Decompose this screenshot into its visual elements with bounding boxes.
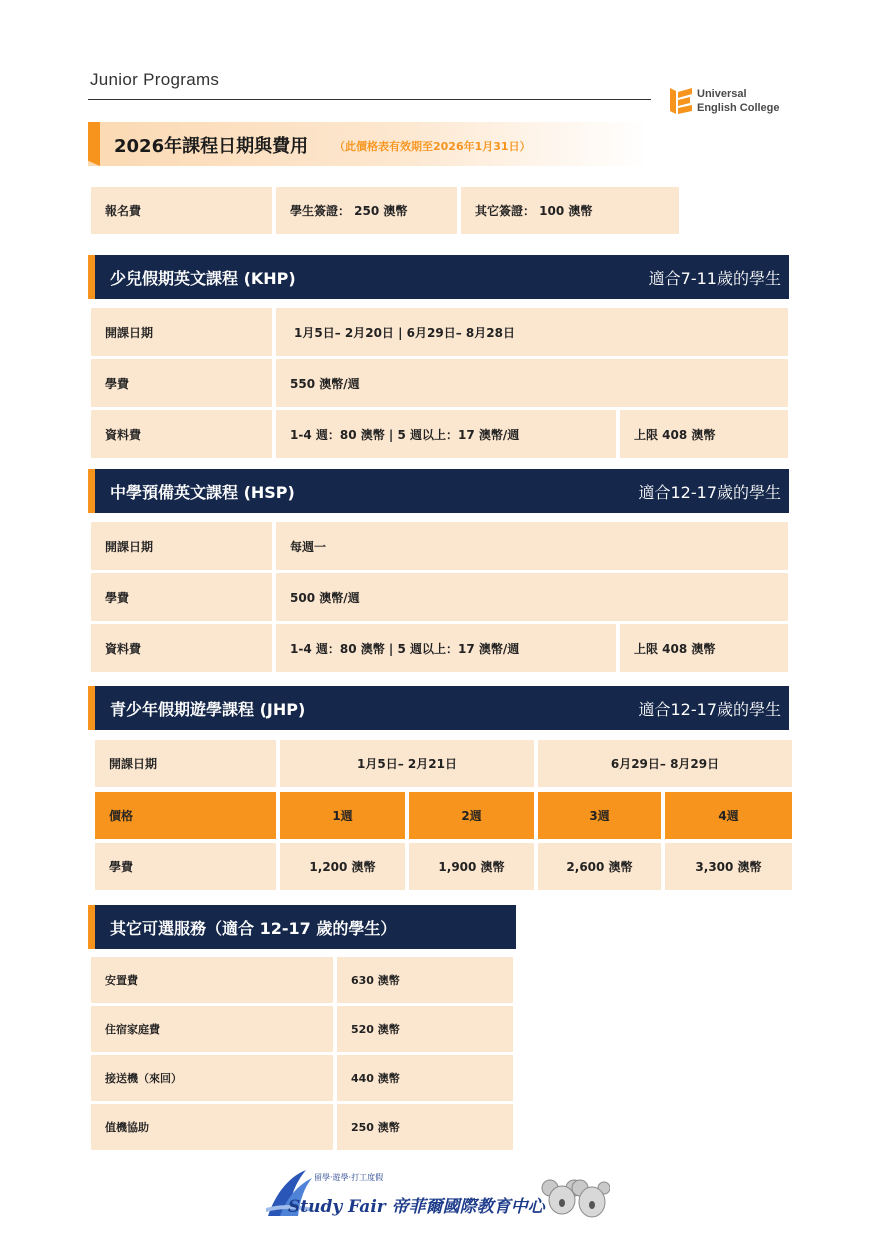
- optional-banner: [88, 905, 516, 949]
- logo-text-line1: Universal: [697, 88, 747, 100]
- hsp-dates-value: 每週一: [276, 522, 788, 570]
- jhp-fee-label: 學費: [95, 843, 276, 890]
- college-logo-icon: [670, 88, 692, 114]
- optional-placement-label: 安置費: [91, 957, 333, 1003]
- khp-tuition-value: 550 澳幣/週: [276, 359, 788, 407]
- khp-dates-label: 開課日期: [91, 308, 272, 356]
- jhp-fee-1: 1,200 澳幣: [280, 843, 405, 890]
- hsp-banner-accent: [88, 469, 95, 513]
- jhp-banner: [88, 686, 789, 730]
- jhp-fee-2: 1,900 澳幣: [409, 843, 534, 890]
- jhp-week-1: 1週: [280, 792, 405, 839]
- jhp-fee-3: 2,600 澳幣: [538, 843, 661, 890]
- study-fair-tagline: 留學·遊學·打工度假: [314, 1173, 384, 1182]
- enrolment-student-visa: 學生簽證： 250 澳幣: [276, 187, 457, 234]
- khp-materials-cap: 上限 408 澳幣: [620, 410, 788, 458]
- main-banner-validity-note: （此價格表有效期至2026年1月31日）: [334, 140, 531, 153]
- enrolment-other-visa: 其它簽證： 100 澳幣: [461, 187, 679, 234]
- khp-title: 少兒假期英文課程 (KHP): [110, 269, 296, 288]
- main-banner-accent: [88, 122, 100, 166]
- khp-age: 適合7-11歲的學生: [648, 269, 781, 288]
- jhp-price-label: 價格: [95, 792, 276, 839]
- optional-banner-accent: [88, 905, 95, 949]
- main-banner: [88, 122, 648, 166]
- jhp-dates-label: 開課日期: [95, 740, 276, 787]
- khp-tuition-label: 學費: [91, 359, 272, 407]
- enrolment-label: 報名費: [91, 187, 272, 234]
- jhp-date-winter: 1月5日– 2月21日: [280, 740, 534, 787]
- hsp-tuition-label: 學費: [91, 573, 272, 621]
- hsp-dates-label: 開課日期: [91, 522, 272, 570]
- main-banner-title: 2026年課程日期與費用: [114, 136, 309, 157]
- khp-banner-accent: [88, 255, 95, 299]
- header-divider: [88, 99, 651, 100]
- optional-transfer-value: 440 澳幣: [337, 1055, 513, 1101]
- optional-placement-value: 630 澳幣: [337, 957, 513, 1003]
- study-fair-logo: [266, 1166, 616, 1224]
- optional-title: 其它可選服務（適合 12-17 歲的學生）: [110, 919, 397, 938]
- logo-text-line2: English College: [697, 102, 780, 114]
- optional-checkin-value: 250 澳幣: [337, 1104, 513, 1150]
- jhp-fee-4: 3,300 澳幣: [665, 843, 792, 890]
- jhp-date-summer: 6月29日– 8月29日: [538, 740, 792, 787]
- jhp-week-4: 4週: [665, 792, 792, 839]
- hsp-title: 中學預備英文課程 (HSP): [110, 483, 295, 502]
- khp-materials-label: 資料費: [91, 410, 272, 458]
- page-header-title: Junior Programs: [90, 70, 220, 89]
- khp-materials-value: 1-4 週：80 澳幣 | 5 週以上：17 澳幣/週: [276, 410, 616, 458]
- college-logo: [670, 86, 800, 118]
- jhp-week-2: 2週: [409, 792, 534, 839]
- hsp-materials-label: 資料費: [91, 624, 272, 672]
- study-fair-brand: Study Fair 帝菲爾國際教育中心: [288, 1197, 545, 1217]
- hsp-materials-cap: 上限 408 澳幣: [620, 624, 788, 672]
- hsp-age: 適合12-17歲的學生: [638, 483, 781, 502]
- khp-banner: [88, 255, 789, 299]
- khp-dates-value: 1月5日– 2月20日 | 6月29日– 8月28日: [276, 308, 788, 356]
- jhp-banner-accent: [88, 686, 95, 730]
- optional-transfer-label: 接送機（來回）: [91, 1055, 333, 1101]
- jhp-age: 適合12-17歲的學生: [638, 700, 781, 719]
- hsp-tuition-value: 500 澳幣/週: [276, 573, 788, 621]
- optional-homestay-value: 520 澳幣: [337, 1006, 513, 1052]
- hsp-banner: [88, 469, 789, 513]
- jhp-week-3: 3週: [538, 792, 661, 839]
- jhp-title: 青少年假期遊學課程 (JHP): [110, 700, 306, 719]
- optional-homestay-label: 住宿家庭費: [91, 1006, 333, 1052]
- optional-checkin-label: 值機協助: [91, 1104, 333, 1150]
- hsp-materials-value: 1-4 週：80 澳幣 | 5 週以上：17 澳幣/週: [276, 624, 616, 672]
- koala-mascot-icon: [540, 1174, 610, 1224]
